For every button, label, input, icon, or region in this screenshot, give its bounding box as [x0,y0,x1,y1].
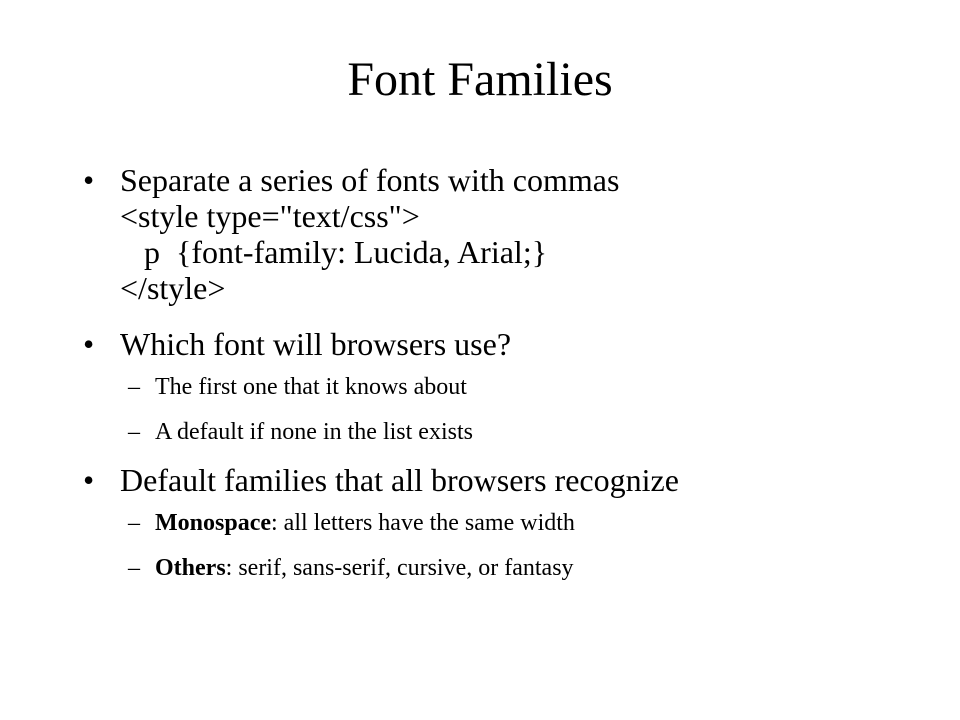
bullet-text: Separate a series of fonts with commas [120,162,620,198]
bullet-item [80,462,920,498]
bullet-text: Default families that all browsers recognize [120,462,679,498]
sub-bullet-item [80,373,920,401]
bullet-marker: • [83,162,95,198]
code-line: </style> [120,270,226,306]
sub-bullet-marker: – [128,419,140,445]
bullet-marker: • [83,326,95,362]
sub-bullet-term: Others [155,555,226,581]
slide-title: Font Families [347,53,613,106]
slide-content [80,162,920,582]
code-line: <style type="text/css"> [120,198,420,234]
code-line: p {font-family: Lucida, Arial;} [120,234,548,270]
sub-bullet-item [80,554,920,582]
sub-bullet-term: Monospace [155,510,271,536]
sub-bullet-text: A default if none in the list exists [155,419,473,445]
bullet-item [80,162,920,306]
bullet-item [80,326,920,362]
sub-bullet-marker: – [128,374,140,400]
sub-bullet-marker: – [128,555,140,581]
sub-bullet-text: : serif, sans-serif, cursive, or fantasy [225,555,574,581]
sub-bullet-text: : all letters have the same width [271,510,575,536]
sub-bullet-item [80,418,920,446]
sub-bullet-marker: – [128,510,140,536]
bullet-marker: • [83,462,95,498]
sub-bullet-text: The first one that it knows about [155,374,467,400]
sub-bullet-item [80,509,920,537]
bullet-text: Which font will browsers use? [120,326,512,362]
